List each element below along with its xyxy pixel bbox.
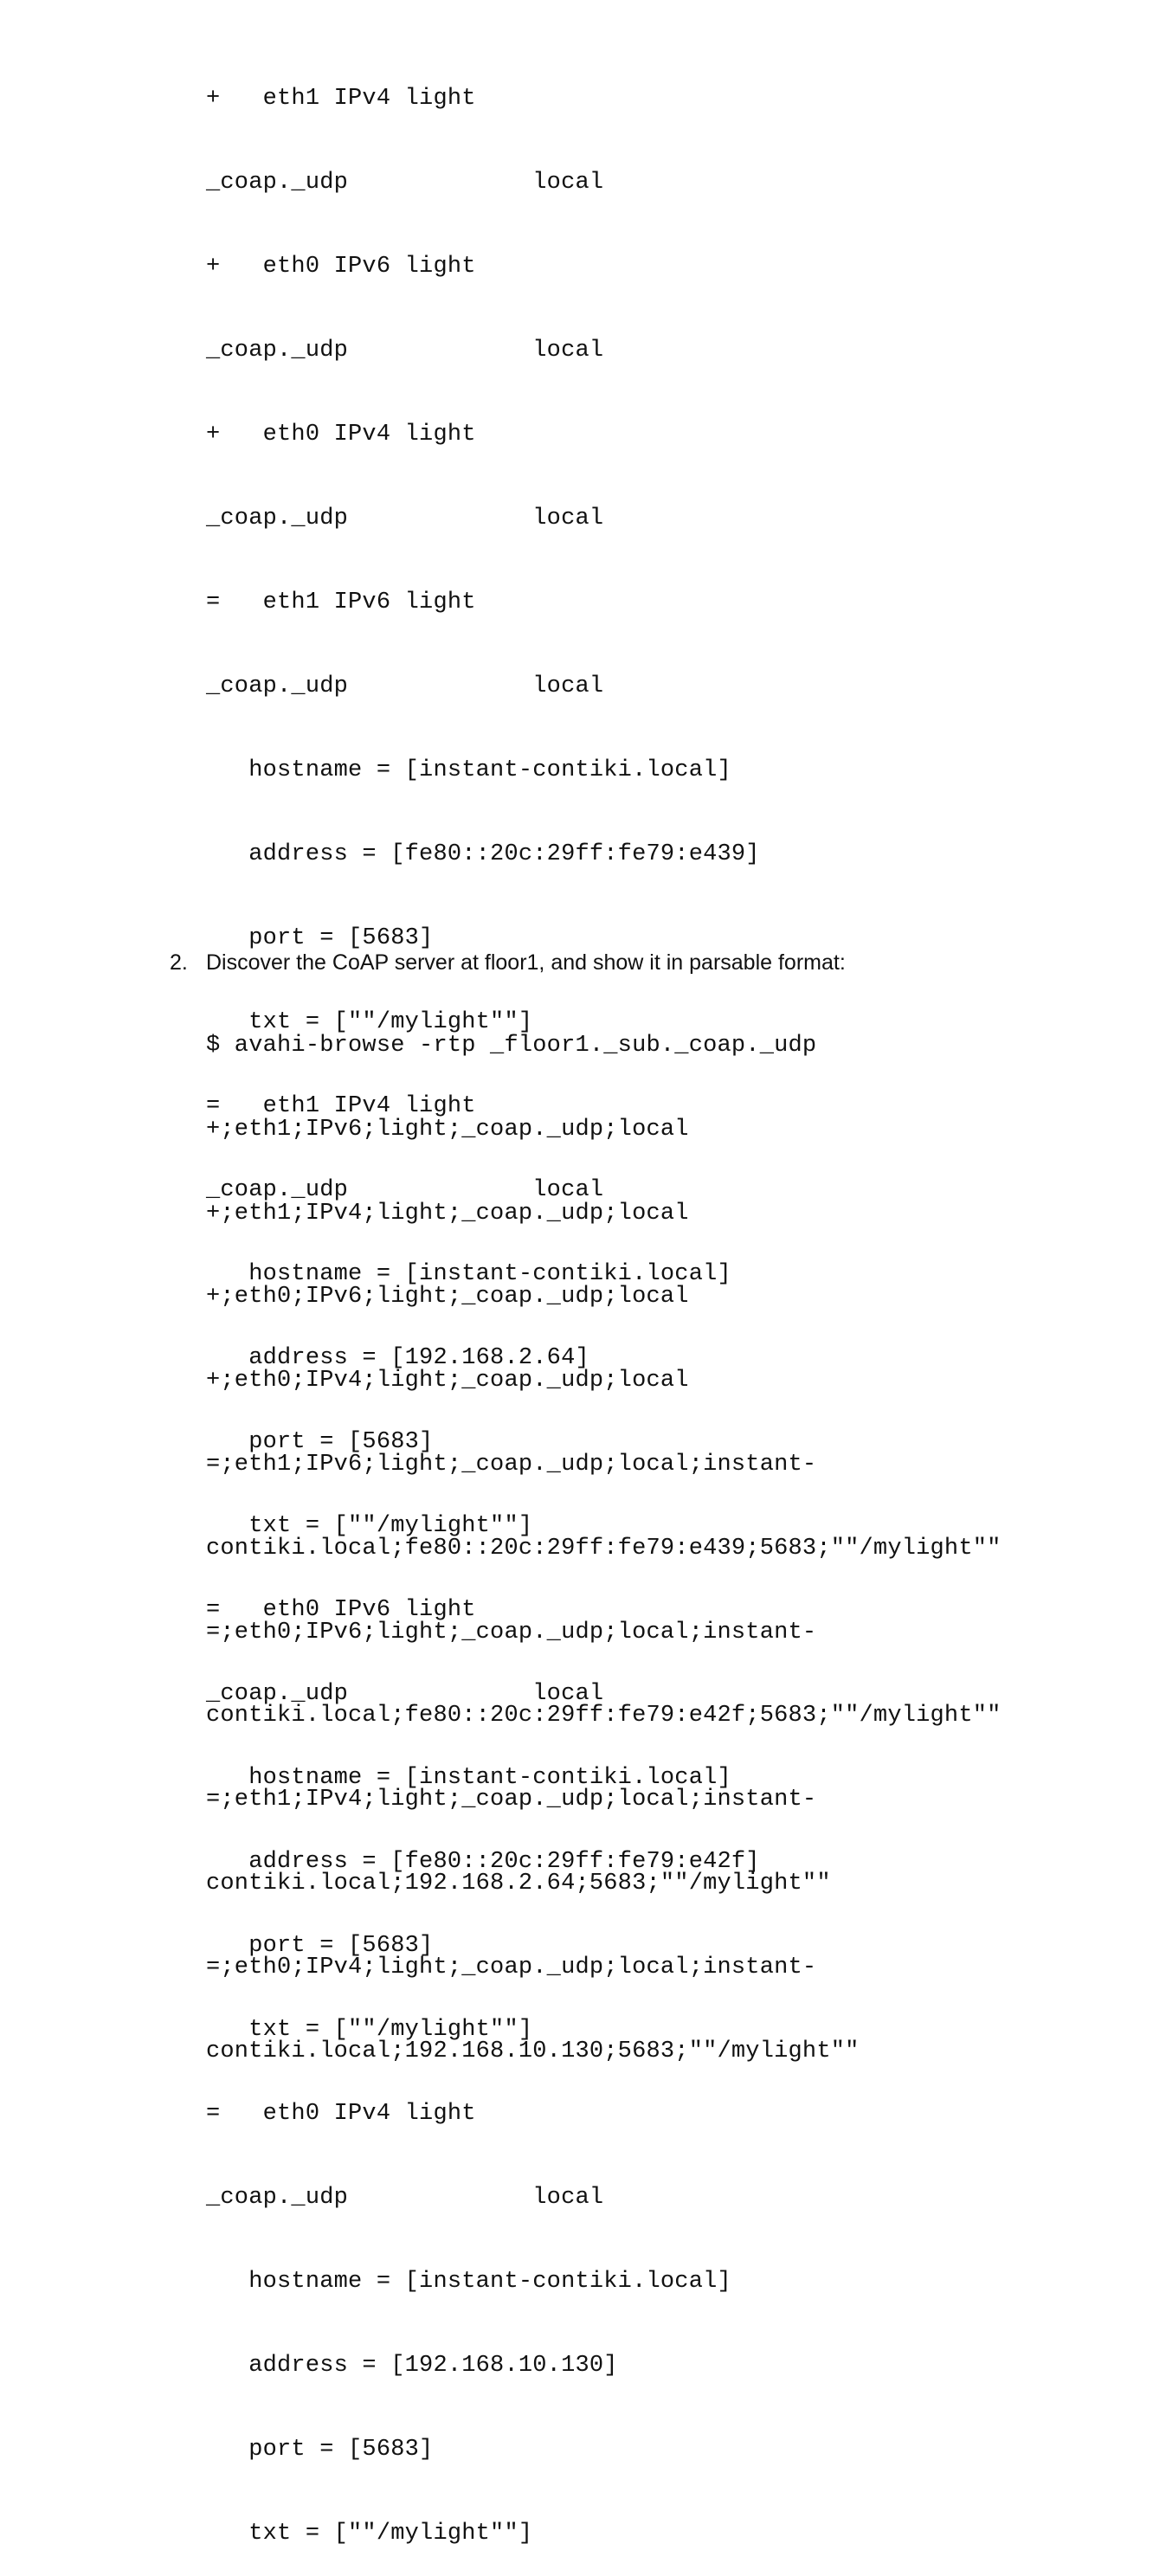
output-line: txt = [""/mylight""] xyxy=(206,2017,533,2043)
step-number: 2. xyxy=(170,950,188,975)
step-description: Discover the CoAP server at floor1, and show it in parsable format: xyxy=(206,950,846,975)
output-line: = eth0 IPv4 light xyxy=(206,2101,476,2127)
output-line: _coap._udp local xyxy=(206,170,604,196)
output-line: txt = [""/mylight""] xyxy=(206,2521,533,2547)
output-line: _coap._udp local xyxy=(206,338,604,364)
output-line: port = [5683] xyxy=(206,1933,434,1959)
output-line: hostname = [instant-contiki.local] xyxy=(206,757,731,783)
output-line: contiki.local;192.168.2.64;5683;""/mylight"" xyxy=(206,1870,831,1897)
output-line: txt = [""/mylight""] xyxy=(206,1009,533,1035)
output-line: +;eth1;IPv6;light;_coap._udp;local xyxy=(206,1116,689,1143)
output-line: + eth0 IPv4 light xyxy=(206,422,476,448)
output-line: _coap._udp local xyxy=(206,1681,604,1707)
output-line: =;eth0;IPv6;light;_coap._udp;local;instant- xyxy=(206,1619,817,1645)
output-line: hostname = [instant-contiki.local] xyxy=(206,1261,731,1287)
output-line: address = [fe80::20c:29ff:fe79:e439] xyxy=(206,841,760,867)
output-line: _coap._udp local xyxy=(206,506,604,531)
output-line: hostname = [instant-contiki.local] xyxy=(206,2269,731,2295)
output-line: +;eth0;IPv4;light;_coap._udp;local xyxy=(206,1368,689,1394)
command-line: $ avahi-browse -rtp _floor1._sub._coap._udp xyxy=(206,1033,817,1059)
output-line: +;eth0;IPv6;light;_coap._udp;local xyxy=(206,1284,689,1311)
output-line: port = [5683] xyxy=(206,1429,434,1455)
output-line: _coap._udp local xyxy=(206,2185,604,2211)
output-line: =;eth1;IPv4;light;_coap._udp;local;instant- xyxy=(206,1787,817,1813)
output-line: = eth1 IPv6 light xyxy=(206,589,476,615)
output-line: port = [5683] xyxy=(206,925,434,951)
output-line: _coap._udp local xyxy=(206,1177,604,1203)
output-line: contiki.local;192.168.10.130;5683;""/mylight"" xyxy=(206,2038,860,2064)
output-line: +;eth1;IPv4;light;_coap._udp;local xyxy=(206,1200,689,1227)
output-line: address = [192.168.10.130] xyxy=(206,2353,618,2379)
output-line: =;eth0;IPv4;light;_coap._udp;local;instant- xyxy=(206,1954,817,1980)
output-line: = eth0 IPv6 light xyxy=(206,1597,476,1623)
output-line: hostname = [instant-contiki.local] xyxy=(206,1765,731,1791)
output-line: port = [5683] xyxy=(206,2437,434,2463)
output-line: _coap._udp local xyxy=(206,673,604,699)
avahi-parsable-output-block xyxy=(206,976,1002,2093)
output-line: txt = [""/mylight""] xyxy=(206,1513,533,1539)
output-line: address = [192.168.2.64] xyxy=(206,1345,589,1371)
output-line: contiki.local;fe80::20c:29ff:fe79:e42f;5683;""/mylight"" xyxy=(206,1703,1002,1729)
output-line: = eth1 IPv4 light xyxy=(206,1093,476,1119)
output-line: contiki.local;fe80::20c:29ff:fe79:e439;5683;""/mylight"" xyxy=(206,1535,1002,1562)
output-line: =;eth1;IPv6;light;_coap._udp;local;instant- xyxy=(206,1451,817,1478)
output-line: + eth1 IPv4 light xyxy=(206,86,476,112)
output-line: address = [fe80::20c:29ff:fe79:e42f] xyxy=(206,1849,760,1875)
output-line: + eth0 IPv6 light xyxy=(206,254,476,280)
